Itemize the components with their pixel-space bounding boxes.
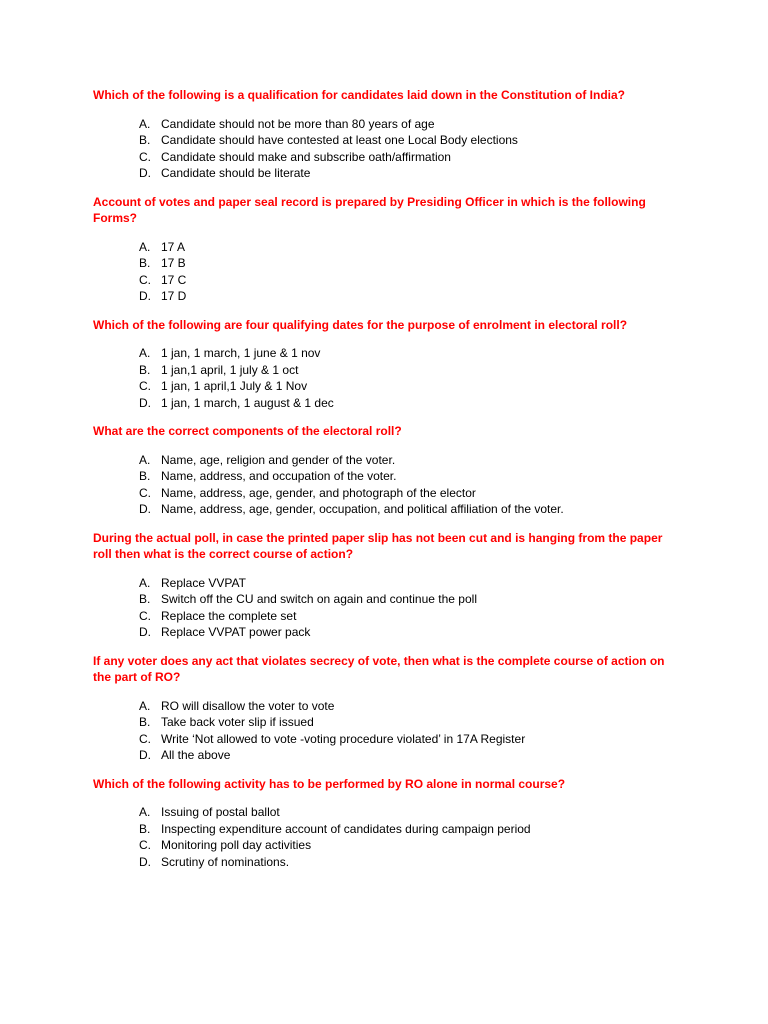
option-letter: C. bbox=[139, 485, 151, 500]
option-letter: A. bbox=[139, 346, 151, 360]
options-list bbox=[93, 345, 673, 411]
option-item bbox=[93, 239, 673, 256]
option-item bbox=[93, 731, 673, 748]
option-letter: A. bbox=[139, 805, 151, 819]
option-letter: D. bbox=[139, 166, 151, 180]
option-text: Issuing of postal ballot bbox=[161, 805, 280, 819]
question-text: During the actual poll, in case the printed paper slip has not been cut and is hanging from the paper roll then what is the correct course of action? bbox=[93, 530, 663, 561]
option-item bbox=[93, 116, 673, 133]
option-item bbox=[93, 837, 673, 854]
option-text: Replace VVPAT power pack bbox=[161, 625, 311, 639]
option-item bbox=[93, 362, 673, 379]
question-text: Which of the following is a qualification for candidates laid down in the Constitution of India? bbox=[93, 88, 625, 102]
option-text: 17 D bbox=[161, 289, 187, 303]
option-letter: C. bbox=[139, 731, 151, 746]
question-text: Which of the following are four qualifying dates for the purpose of enrolment in electoral roll? bbox=[93, 317, 628, 332]
option-letter: A. bbox=[139, 116, 151, 131]
question-block bbox=[93, 776, 673, 871]
option-letter: D. bbox=[139, 395, 151, 410]
option-letter: D. bbox=[139, 502, 151, 516]
option-text: Name, address, age, gender, occupation, and political affiliation of the voter. bbox=[161, 502, 564, 516]
option-item bbox=[93, 485, 673, 502]
options-list bbox=[93, 116, 673, 182]
option-text: Write ‘Not allowed to vote -voting procedure violated’ in 17A Register bbox=[161, 731, 526, 746]
options-list bbox=[93, 239, 673, 305]
option-text: 1 jan,1 april, 1 july & 1 oct bbox=[161, 362, 299, 377]
option-letter: D. bbox=[139, 854, 151, 869]
option-text: Name, address, age, gender, and photograph of the elector bbox=[161, 485, 476, 500]
options-list bbox=[93, 452, 673, 518]
option-text: 1 jan, 1 march, 1 june & 1 nov bbox=[161, 346, 321, 360]
option-item bbox=[93, 804, 673, 821]
question-text: Account of votes and paper seal record is prepared by Presiding Officer in which is the following Forms? bbox=[93, 194, 646, 225]
option-letter: D. bbox=[139, 625, 151, 639]
option-text: Name, address, and occupation of the voter. bbox=[161, 469, 397, 483]
option-letter: B. bbox=[139, 133, 151, 147]
option-letter: B. bbox=[139, 715, 151, 729]
option-item bbox=[93, 452, 673, 469]
option-text: All the above bbox=[161, 748, 231, 762]
option-text: Inspecting expenditure account of candidates during campaign period bbox=[161, 821, 531, 836]
option-item bbox=[93, 288, 673, 305]
option-letter: C. bbox=[139, 838, 151, 852]
question-text: If any voter does any act that violates secrecy of vote, then what is the complete course of action on the part of RO? bbox=[93, 653, 665, 684]
option-item bbox=[93, 854, 673, 871]
option-text: Replace the complete set bbox=[161, 608, 297, 623]
option-text: Name, age, religion and gender of the voter. bbox=[161, 452, 396, 467]
options-list bbox=[93, 804, 673, 870]
option-item bbox=[93, 378, 673, 395]
option-item bbox=[93, 272, 673, 289]
option-letter: A. bbox=[139, 698, 151, 713]
question-block bbox=[93, 87, 673, 182]
option-letter: A. bbox=[139, 575, 151, 590]
option-letter: B. bbox=[139, 256, 151, 270]
option-letter: C. bbox=[139, 272, 151, 287]
option-text: Candidate should be literate bbox=[161, 166, 311, 180]
option-letter: B. bbox=[139, 362, 151, 377]
question-block bbox=[93, 194, 673, 305]
options-list bbox=[93, 698, 673, 764]
option-item bbox=[93, 395, 673, 412]
option-item bbox=[93, 255, 673, 272]
option-text: Switch off the CU and switch on again and continue the poll bbox=[161, 592, 477, 606]
options-list bbox=[93, 575, 673, 641]
option-letter: C. bbox=[139, 149, 151, 164]
option-item bbox=[93, 714, 673, 731]
option-letter: B. bbox=[139, 592, 151, 606]
option-letter: B. bbox=[139, 469, 151, 483]
option-text: Take back voter slip if issued bbox=[161, 715, 314, 729]
option-item bbox=[93, 501, 673, 518]
option-item bbox=[93, 591, 673, 608]
question-block bbox=[93, 653, 673, 764]
option-text: Candidate should not be more than 80 years of age bbox=[161, 116, 435, 131]
question-block bbox=[93, 530, 673, 641]
option-item bbox=[93, 149, 673, 166]
option-letter: B. bbox=[139, 821, 151, 836]
option-item bbox=[93, 821, 673, 838]
question-block bbox=[93, 317, 673, 412]
option-letter: A. bbox=[139, 452, 151, 467]
option-text: Monitoring poll day activities bbox=[161, 838, 312, 852]
option-text: RO will disallow the voter to vote bbox=[161, 698, 335, 713]
document-page bbox=[93, 87, 673, 882]
question-text: Which of the following activity has to be performed by RO alone in normal course? bbox=[93, 776, 566, 791]
option-item bbox=[93, 624, 673, 641]
option-letter: C. bbox=[139, 608, 151, 623]
question-block bbox=[93, 423, 673, 518]
option-letter: D. bbox=[139, 748, 151, 762]
option-item bbox=[93, 132, 673, 149]
option-letter: C. bbox=[139, 379, 151, 393]
option-letter: A. bbox=[139, 239, 151, 254]
option-text: 17 C bbox=[161, 272, 187, 287]
option-item bbox=[93, 468, 673, 485]
option-item bbox=[93, 747, 673, 764]
option-item bbox=[93, 345, 673, 362]
option-text: Candidate should make and subscribe oath/affirmation bbox=[161, 149, 451, 164]
option-text: Candidate should have contested at least one Local Body elections bbox=[161, 133, 518, 147]
question-text: What are the correct components of the electoral roll? bbox=[93, 424, 402, 438]
option-item bbox=[93, 608, 673, 625]
option-item bbox=[93, 698, 673, 715]
option-text: 17 A bbox=[161, 239, 186, 254]
option-text: 1 jan, 1 april,1 July & 1 Nov bbox=[161, 379, 308, 393]
option-item bbox=[93, 165, 673, 182]
option-text: 17 B bbox=[161, 256, 186, 270]
option-item bbox=[93, 575, 673, 592]
option-letter: D. bbox=[139, 289, 151, 303]
option-text: Scrutiny of nominations. bbox=[161, 854, 290, 869]
option-text: Replace VVPAT bbox=[161, 575, 246, 590]
option-text: 1 jan, 1 march, 1 august & 1 dec bbox=[161, 395, 334, 410]
